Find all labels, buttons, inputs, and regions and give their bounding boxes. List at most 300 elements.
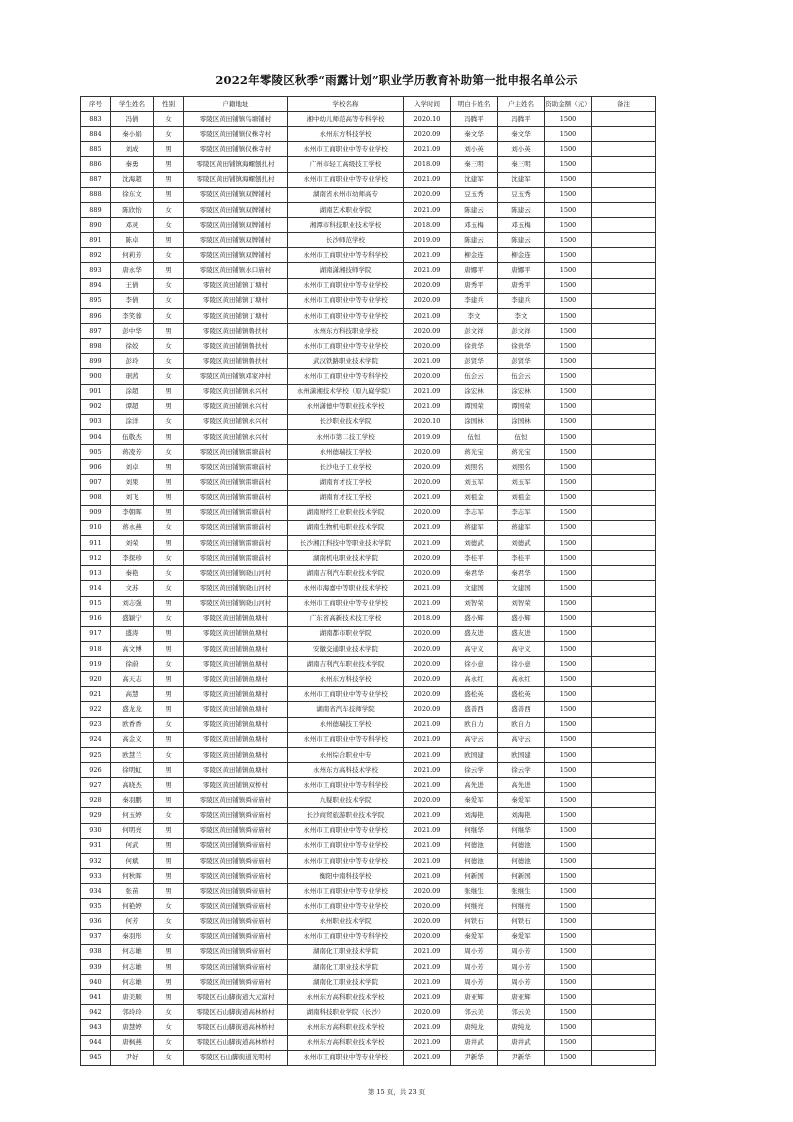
col-amount: 1500 [545, 551, 592, 566]
col-gender: 男 [154, 460, 184, 475]
col-address: 零陵区黄田铺镇舜帝庙村 [184, 884, 288, 899]
header-col-student-name: 学生姓名 [111, 97, 154, 112]
col-gender: 男 [154, 142, 184, 157]
col-enroll-date: 2021.09 [404, 747, 451, 762]
col-remarks [592, 778, 656, 793]
col-card-name: 豆玉秀 [451, 187, 498, 202]
col-card-name: 何新国 [451, 869, 498, 884]
col-student-name: 冯倩 [111, 112, 154, 127]
col-amount: 1500 [545, 354, 592, 369]
col-school: 安徽交通职业技术学院 [288, 641, 404, 656]
col-student-name: 何艳婷 [111, 899, 154, 914]
col-school: 湖南育才技工学校 [288, 475, 404, 490]
col-amount: 1500 [545, 687, 592, 702]
col-address: 零陵区石山脚街道大元富村 [184, 990, 288, 1005]
col-remarks [592, 944, 656, 959]
col-remarks [592, 323, 656, 338]
col-seq: 906 [81, 460, 111, 475]
col-enroll-date: 2021.09 [404, 975, 451, 990]
col-gender: 男 [154, 793, 184, 808]
col-school: 湖南财经工业职业技术学院 [288, 505, 404, 520]
col-remarks [592, 399, 656, 414]
col-seq: 912 [81, 551, 111, 566]
col-seq: 890 [81, 217, 111, 232]
col-school: 长沙职业技术学院 [288, 414, 404, 429]
col-gender: 男 [154, 884, 184, 899]
col-student-name: 徐东文 [111, 187, 154, 202]
col-gender: 女 [154, 293, 184, 308]
col-amount: 1500 [545, 460, 592, 475]
col-remarks [592, 112, 656, 127]
table-row [81, 460, 656, 475]
col-remarks [592, 505, 656, 520]
col-household-head: 高永红 [498, 672, 545, 687]
table-row [81, 899, 656, 914]
col-household-head: 刘祖金 [498, 490, 545, 505]
table-row [81, 551, 656, 566]
col-amount: 1500 [545, 127, 592, 142]
col-enroll-date: 2021.09 [404, 732, 451, 747]
col-address: 零陵区黄田铺镇双牌铺村 [184, 187, 288, 202]
col-remarks [592, 657, 656, 672]
col-student-name: 秦勇 [111, 157, 154, 172]
col-amount: 1500 [545, 732, 592, 747]
col-card-name: 秦君华 [451, 566, 498, 581]
col-student-name: 尹好 [111, 1050, 154, 1065]
col-gender: 男 [154, 172, 184, 187]
col-amount: 1500 [545, 672, 592, 687]
col-gender: 女 [154, 127, 184, 142]
table-row [81, 763, 656, 778]
col-seq: 905 [81, 445, 111, 460]
table-row [81, 884, 656, 899]
col-school: 永州市工商职业中等专业学校 [288, 1050, 404, 1065]
col-student-name: 王倩 [111, 278, 154, 293]
col-seq: 920 [81, 672, 111, 687]
col-seq: 938 [81, 944, 111, 959]
col-school: 永州市工商职业中等专科学校 [288, 778, 404, 793]
col-gender: 女 [154, 929, 184, 944]
header-col-remarks: 备注 [592, 97, 656, 112]
col-household-head: 沈建军 [498, 172, 545, 187]
col-enroll-date: 2021.09 [404, 535, 451, 550]
col-address: 零陵区石山脚街道高林桥村 [184, 1035, 288, 1050]
col-address: 零陵区黄田铺镇舜帝庙村 [184, 959, 288, 974]
col-enroll-date: 2020.09 [404, 293, 451, 308]
col-school: 永州职业技术学院 [288, 914, 404, 929]
col-student-name: 高金义 [111, 732, 154, 747]
col-amount: 1500 [545, 323, 592, 338]
col-address: 零陵区石山脚街道光明村 [184, 1050, 288, 1065]
col-student-name: 高天志 [111, 672, 154, 687]
col-student-name: 秦艳 [111, 566, 154, 581]
col-student-name: 唐永华 [111, 263, 154, 278]
col-gender: 女 [154, 278, 184, 293]
col-school: 永州市工商职业中等专科学校 [288, 369, 404, 384]
col-gender: 女 [154, 445, 184, 460]
col-household-head: 柳金连 [498, 248, 545, 263]
col-seq: 914 [81, 581, 111, 596]
col-student-name: 徐蔚 [111, 657, 154, 672]
col-student-name: 欧慧兰 [111, 747, 154, 762]
col-gender: 男 [154, 399, 184, 414]
col-remarks [592, 157, 656, 172]
col-student-name: 何志雄 [111, 959, 154, 974]
col-card-name: 彭文祥 [451, 323, 498, 338]
col-school: 武汉铁路职业技术学院 [288, 354, 404, 369]
col-seq: 939 [81, 959, 111, 974]
table-row [81, 172, 656, 187]
col-address: 零陵区黄田铺镇鱼塘村 [184, 687, 288, 702]
col-household-head: 涂国林 [498, 414, 545, 429]
col-card-name: 涂宏林 [451, 384, 498, 399]
col-remarks [592, 369, 656, 384]
col-card-name: 谭国荣 [451, 399, 498, 414]
table-row [81, 793, 656, 808]
col-seq: 932 [81, 853, 111, 868]
col-card-name: 张继生 [451, 884, 498, 899]
table-row [81, 248, 656, 263]
table-row [81, 445, 656, 460]
col-amount: 1500 [545, 975, 592, 990]
col-remarks [592, 187, 656, 202]
col-remarks [592, 308, 656, 323]
table-row [81, 429, 656, 444]
col-enroll-date: 2020.09 [404, 626, 451, 641]
table-row [81, 339, 656, 354]
col-student-name: 涂洋 [111, 414, 154, 429]
col-school: 永州东方高科职业技术学校 [288, 1020, 404, 1035]
col-household-head: 周小芳 [498, 975, 545, 990]
table-row [81, 732, 656, 747]
col-enroll-date: 2020.09 [404, 187, 451, 202]
col-address: 零陵区黄田铺镇舜帝庙村 [184, 823, 288, 838]
col-gender: 女 [154, 112, 184, 127]
header-col-amount: 资助金额（元） [545, 97, 592, 112]
col-gender: 女 [154, 611, 184, 626]
col-household-head: 周小芳 [498, 959, 545, 974]
col-school: 永州市工商职业中等专业学校 [288, 142, 404, 157]
col-seq: 945 [81, 1050, 111, 1065]
col-amount: 1500 [545, 808, 592, 823]
col-gender: 男 [154, 187, 184, 202]
col-enroll-date: 2020.09 [404, 884, 451, 899]
col-school: 永州市工商职业中等专业学校 [288, 278, 404, 293]
col-enroll-date: 2021.09 [404, 808, 451, 823]
col-student-name: 何武 [111, 838, 154, 853]
col-amount: 1500 [545, 778, 592, 793]
col-amount: 1500 [545, 414, 592, 429]
col-card-name: 秦爱军 [451, 929, 498, 944]
col-card-name: 李桂平 [451, 551, 498, 566]
col-remarks [592, 884, 656, 899]
col-gender: 女 [154, 414, 184, 429]
col-enroll-date: 2020.09 [404, 641, 451, 656]
col-gender: 男 [154, 838, 184, 853]
col-school: 永州德瑞技工学校 [288, 717, 404, 732]
col-school: 永州东方科技学校 [288, 127, 404, 142]
table-row [81, 853, 656, 868]
col-student-name: 秦小娟 [111, 127, 154, 142]
header-col-card-name: 明白卡姓名 [451, 97, 498, 112]
col-address: 零陵区黄田铺镇鱼塘村 [184, 641, 288, 656]
col-enroll-date: 2020.09 [404, 323, 451, 338]
col-amount: 1500 [545, 853, 592, 868]
col-household-head: 盛松英 [498, 687, 545, 702]
col-amount: 1500 [545, 535, 592, 550]
col-student-name: 盛涛 [111, 626, 154, 641]
col-address: 零陵区黄田铺镇鱼塘村 [184, 657, 288, 672]
col-gender: 男 [154, 869, 184, 884]
col-seq: 919 [81, 657, 111, 672]
col-gender: 女 [154, 581, 184, 596]
col-school: 湖南省汽车技师学院 [288, 702, 404, 717]
col-remarks [592, 687, 656, 702]
table-row [81, 308, 656, 323]
col-card-name: 李建兵 [451, 293, 498, 308]
col-address: 零陵区黄田铺镇永兴村 [184, 414, 288, 429]
col-school: 永州市工商职业中等专业学校 [288, 884, 404, 899]
col-gender: 女 [154, 1020, 184, 1035]
col-school: 广东省高新技术技工学校 [288, 611, 404, 626]
col-student-name: 唐慧婷 [111, 1020, 154, 1035]
col-address: 零陵区黄田铺镇邓家冲村 [184, 369, 288, 384]
table-row [81, 778, 656, 793]
col-address: 零陵区黄田铺镇永兴村 [184, 429, 288, 444]
col-amount: 1500 [545, 233, 592, 248]
col-enroll-date: 2021.09 [404, 853, 451, 868]
col-card-name: 彭贤华 [451, 354, 498, 369]
col-card-name: 唐井武 [451, 1035, 498, 1050]
col-seq: 933 [81, 869, 111, 884]
col-amount: 1500 [545, 429, 592, 444]
col-household-head: 文建国 [498, 581, 545, 596]
col-remarks [592, 611, 656, 626]
col-seq: 913 [81, 566, 111, 581]
col-household-head: 刘玉军 [498, 475, 545, 490]
col-student-name: 琚茜 [111, 369, 154, 384]
col-school: 湖南吉利汽车职业技术学院 [288, 657, 404, 672]
col-household-head: 唐亚辉 [498, 990, 545, 1005]
table-row [81, 596, 656, 611]
col-enroll-date: 2021.09 [404, 172, 451, 187]
col-card-name: 刘海艳 [451, 808, 498, 823]
col-address: 零陵区黄田铺镇雷塘前村 [184, 460, 288, 475]
col-enroll-date: 2020.09 [404, 929, 451, 944]
col-enroll-date: 2021.09 [404, 959, 451, 974]
col-household-head: 伍恒 [498, 429, 545, 444]
col-remarks [592, 354, 656, 369]
col-card-name: 刘德武 [451, 535, 498, 550]
col-household-head: 李桂平 [498, 551, 545, 566]
col-enroll-date: 2021.09 [404, 838, 451, 853]
col-enroll-date: 2020.09 [404, 1005, 451, 1020]
col-gender: 男 [154, 626, 184, 641]
col-school: 湖南吉利汽车职业技术学院 [288, 566, 404, 581]
col-household-head: 何继亮 [498, 899, 545, 914]
col-address: 零陵区黄田铺镇鱼塘村 [184, 702, 288, 717]
col-school: 永州市工商职业中等专科学校 [288, 929, 404, 944]
col-gender: 男 [154, 490, 184, 505]
col-enroll-date: 2021.09 [404, 142, 451, 157]
col-remarks [592, 384, 656, 399]
col-remarks [592, 641, 656, 656]
col-card-name: 盛友进 [451, 626, 498, 641]
col-school: 永州东方科技职业学校 [288, 323, 404, 338]
col-household-head: 盛善西 [498, 702, 545, 717]
col-address: 零陵区黄田铺镇舜帝庙村 [184, 838, 288, 853]
col-enroll-date: 2019.09 [404, 233, 451, 248]
col-address: 零陵区黄田铺镇雷塘前村 [184, 535, 288, 550]
page-title: 2022年零陵区秋季“雨露计划”职业学历教育补助第一批申报名单公示 [215, 73, 578, 87]
col-household-head: 李志军 [498, 505, 545, 520]
col-card-name: 涂国林 [451, 414, 498, 429]
col-gender: 男 [154, 233, 184, 248]
col-address: 零陵区黄田铺镇雷塘前村 [184, 490, 288, 505]
col-gender: 女 [154, 747, 184, 762]
col-seq: 935 [81, 899, 111, 914]
col-school: 永州市工商职业中等专业学校 [288, 308, 404, 323]
col-remarks [592, 414, 656, 429]
col-gender: 男 [154, 702, 184, 717]
col-remarks [592, 490, 656, 505]
col-gender: 女 [154, 339, 184, 354]
col-gender: 女 [154, 657, 184, 672]
col-student-name: 徐姣 [111, 339, 154, 354]
col-seq: 930 [81, 823, 111, 838]
col-card-name: 徐小意 [451, 657, 498, 672]
col-card-name: 何铁石 [451, 914, 498, 929]
col-household-head: 陈建云 [498, 233, 545, 248]
col-enroll-date: 2018.09 [404, 611, 451, 626]
col-seq: 889 [81, 202, 111, 217]
col-enroll-date: 2020.09 [404, 672, 451, 687]
col-enroll-date: 2020.09 [404, 369, 451, 384]
col-address: 零陵区黄田铺镇丁塘村 [184, 278, 288, 293]
col-gender: 女 [154, 1005, 184, 1020]
table-row [81, 1050, 656, 1065]
col-seq: 940 [81, 975, 111, 990]
col-household-head: 盛小辉 [498, 611, 545, 626]
table-row [81, 1005, 656, 1020]
col-school: 湖南艺术职业学院 [288, 202, 404, 217]
col-seq: 903 [81, 414, 111, 429]
header-col-address: 户籍地址 [184, 97, 288, 112]
col-household-head: 刘小英 [498, 142, 545, 157]
col-student-name: 唐枫燕 [111, 1035, 154, 1050]
col-amount: 1500 [545, 747, 592, 762]
col-remarks [592, 975, 656, 990]
col-school: 永州潇湘技术学校（原九嶷学院） [288, 384, 404, 399]
col-address: 零陵区黄田铺镇双牌铺村 [184, 217, 288, 232]
col-enroll-date: 2021.09 [404, 248, 451, 263]
col-gender: 男 [154, 853, 184, 868]
table-row [81, 535, 656, 550]
col-gender: 男 [154, 778, 184, 793]
col-amount: 1500 [545, 763, 592, 778]
col-card-name: 文建国 [451, 581, 498, 596]
col-amount: 1500 [545, 884, 592, 899]
col-address: 零陵区黄田铺镇仪株寺村 [184, 142, 288, 157]
col-household-head: 豆玉秀 [498, 187, 545, 202]
col-address: 零陵区黄田铺镇雷塘前村 [184, 505, 288, 520]
col-card-name: 盛善西 [451, 702, 498, 717]
col-school: 长沙湘江科技中等职业技术学院 [288, 535, 404, 550]
col-card-name: 伍恒 [451, 429, 498, 444]
col-student-name: 李笑蓉 [111, 308, 154, 323]
col-school: 广州市轻工高级技工学校 [288, 157, 404, 172]
col-student-name: 李探珍 [111, 551, 154, 566]
col-seq: 895 [81, 293, 111, 308]
col-enroll-date: 2021.09 [404, 869, 451, 884]
col-enroll-date: 2020.09 [404, 505, 451, 520]
table-row [81, 520, 656, 535]
col-enroll-date: 2021.09 [404, 1020, 451, 1035]
col-gender: 男 [154, 944, 184, 959]
header-col-seq: 序号 [81, 97, 111, 112]
col-amount: 1500 [545, 626, 592, 641]
col-amount: 1500 [545, 248, 592, 263]
col-card-name: 高先进 [451, 778, 498, 793]
col-seq: 883 [81, 112, 111, 127]
table-row [81, 112, 656, 127]
col-remarks [592, 672, 656, 687]
col-card-name: 周小芳 [451, 944, 498, 959]
col-enroll-date: 2020.09 [404, 793, 451, 808]
col-student-name: 盛龙龙 [111, 702, 154, 717]
table-row [81, 641, 656, 656]
col-school: 长沙商贸旅游职业技术学院 [288, 808, 404, 823]
col-seq: 894 [81, 278, 111, 293]
col-student-name: 刘志强 [111, 596, 154, 611]
col-school: 永州综合职业中专 [288, 747, 404, 762]
col-gender: 男 [154, 429, 184, 444]
col-remarks [592, 596, 656, 611]
col-school: 永州东方高科职业技术学校 [288, 990, 404, 1005]
col-student-name: 李倩 [111, 293, 154, 308]
col-gender: 女 [154, 248, 184, 263]
col-remarks [592, 929, 656, 944]
table-row [81, 399, 656, 414]
col-amount: 1500 [545, 596, 592, 611]
col-remarks [592, 869, 656, 884]
col-enroll-date: 2021.09 [404, 990, 451, 1005]
col-student-name: 徐明虹 [111, 763, 154, 778]
col-enroll-date: 2020.09 [404, 702, 451, 717]
col-enroll-date: 2021.09 [404, 763, 451, 778]
col-enroll-date: 2020.09 [404, 127, 451, 142]
col-address: 零陵区黄田铺镇舜帝庙村 [184, 975, 288, 990]
col-school: 永州市第二技工学校 [288, 429, 404, 444]
col-school: 永州市工商职业中等专科学校 [288, 248, 404, 263]
col-remarks [592, 793, 656, 808]
col-enroll-date: 2021.09 [404, 1035, 451, 1050]
col-student-name: 文苏 [111, 581, 154, 596]
col-gender: 男 [154, 384, 184, 399]
col-seq: 885 [81, 142, 111, 157]
col-enroll-date: 2020.09 [404, 899, 451, 914]
col-remarks [592, 339, 656, 354]
col-school: 永州市工商职业中等专业学校 [288, 899, 404, 914]
col-address: 零陵区黄田铺镇晓山河村 [184, 596, 288, 611]
col-address: 零陵区黄田铺镇鱼塘村 [184, 747, 288, 762]
col-remarks [592, 732, 656, 747]
col-remarks [592, 217, 656, 232]
col-student-name: 蒋凌芳 [111, 445, 154, 460]
col-address: 零陵区黄田铺镇晓山河村 [184, 581, 288, 596]
col-enroll-date: 2020.09 [404, 687, 451, 702]
col-amount: 1500 [545, 566, 592, 581]
